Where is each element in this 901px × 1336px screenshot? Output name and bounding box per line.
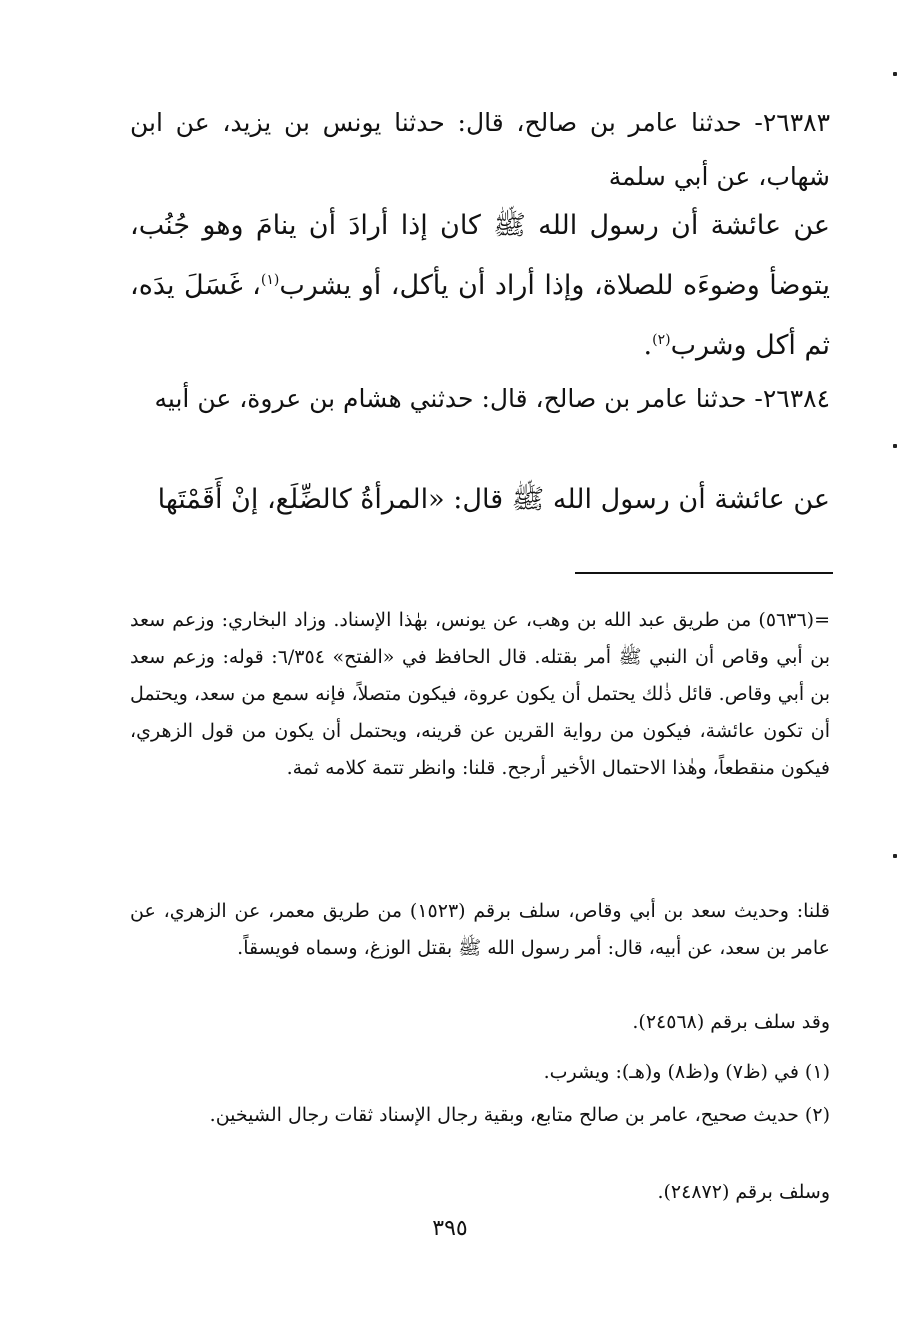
footnote-ref-2: (٢)	[652, 332, 671, 348]
footnote-separator	[575, 572, 833, 574]
hadith-26383-matn	[130, 196, 830, 376]
hadith-26383-matn-part-c: .	[643, 330, 653, 361]
hadith-26384-isnad: ٢٦٣٨٤- حدثنا عامر بن صالح، قال: حدثني هشام بن عروة، عن أبيه	[154, 384, 830, 413]
footnote-continuation: =(٥٦٣٦) من طريق عبد الله بن وهب، عن يونس، بهٰذا الإسناد. وزاد البخاري: وزعم سعد بن أبي وقاص أن النبي ﷺ أمر بقتله. قال الحافظ في «الفتح» ٦/٣٥٤: قوله: وزعم سعد بن أبي وقاص. قائل ذٰلك يحتمل أن يكون عروة، فيكون متصلاً، فإنه سمع من سعد، ويحتمل أن تكون عائشة، فيكون من رواية القرين عن قرينه، ويحتمل أن يكون من قول الزهري، فيكون منقطعاً، وهٰذا الاحتمال الأخير أرجح. قلنا: وانظر تتمة كلامه ثمة.	[130, 609, 831, 779]
hadith-26383-isnad: ٢٦٣٨٣- حدثنا عامر بن صالح، قال: حدثنا يونس بن يزيد، عن ابن شهاب، عن أبي سلمة	[130, 108, 830, 191]
scan-speck	[893, 72, 897, 76]
hadith-26383-matn-part-a: عن عائشة أن رسول الله ﷺ كان إذا أرادَ أن ينامَ وهو جُنُب، يتوضأ وضوءَه للصلاة، وإذا أراد أن يأكل، أو يشرب	[130, 210, 830, 301]
footnote-para-salaf: وقد سلف برقم (٢٤٥٦٨).	[632, 1011, 830, 1033]
hadith-26384-matn: عن عائشة أن رسول الله ﷺ قال: «المرأةُ كالضِّلَع، إنْ أَقَمْتَها	[157, 484, 830, 515]
footnote-1: (١) في (ظ٧) و(ظ٨) و(هـ): ويشرب.	[543, 1061, 830, 1083]
footnote-2: (٢) حديث صحيح، عامر بن صالح متابع، وبقية رجال الإسناد ثقات رجال الشيخين.	[209, 1104, 830, 1126]
scan-speck	[893, 854, 897, 858]
footnote-ref-1: (١)	[260, 272, 280, 288]
footnote-2-continued: وسلف برقم (٢٤٨٧٢).	[657, 1181, 830, 1203]
hadith-26383-matn-part-b: ، غَسَلَ يدَه، ثم أكل وشرب	[130, 270, 830, 361]
footnote-para-hadith-saad: قلنا: وحديث سعد بن أبي وقاص، سلف برقم (١٥٢٣) من طريق معمر، عن الزهري، عن عامر بن سعد، عن أبيه، قال: أمر رسول الله ﷺ بقتل الوزغ، وسماه فويسقاً.	[130, 900, 831, 959]
page-number: ٣٩٥	[432, 1216, 468, 1241]
scan-speck	[893, 444, 897, 448]
